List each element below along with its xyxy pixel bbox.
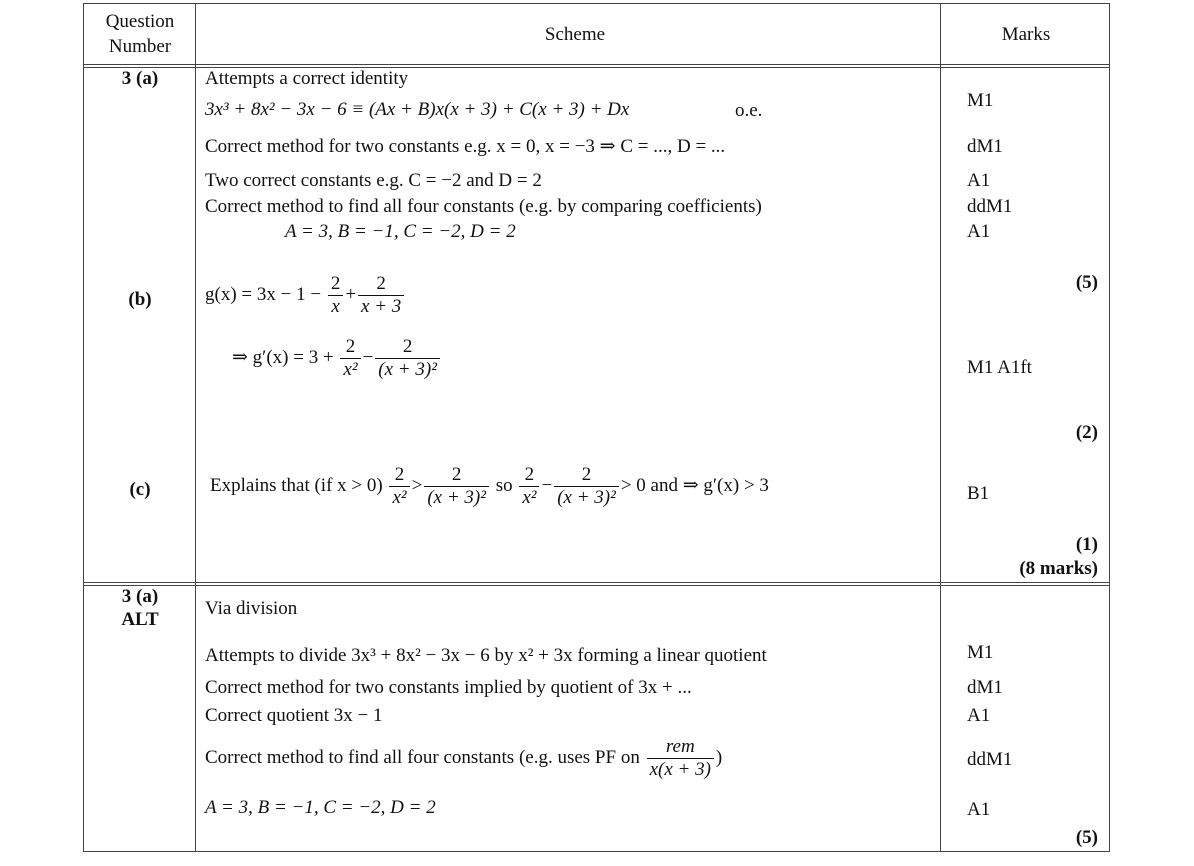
text: Correct method to find all four constants (e.g. uses PF on <box>205 747 640 768</box>
numerator: 2 <box>554 464 619 487</box>
mark: A1 <box>967 221 991 242</box>
scheme-line: Correct method to find all four constants (e.g. by comparing coefficients) <box>205 196 762 217</box>
header-divider <box>83 64 1110 65</box>
text: so <box>495 475 513 496</box>
scheme-line <box>205 735 722 781</box>
mark: B1 <box>967 483 990 504</box>
header-scheme: Scheme <box>544 24 606 45</box>
gprime-text: ⇒ g′(x) = 3 + <box>232 347 334 368</box>
question-label: 3 (a) <box>121 68 159 89</box>
scheme-gprime <box>232 335 442 381</box>
scheme-line: Correct quotient 3x − 1 <box>205 705 383 726</box>
scheme-note: o.e. <box>735 100 763 121</box>
numerator: 2 <box>358 273 404 296</box>
subtotal: (2) <box>1075 422 1098 443</box>
numerator: 2 <box>389 464 409 487</box>
text: ) <box>715 747 723 768</box>
denominator: x² <box>343 359 358 381</box>
mark: M1 A1ft <box>967 357 1032 378</box>
denominator: x² <box>522 487 537 509</box>
denominator: x <box>331 296 340 318</box>
mark: dM1 <box>967 677 1003 698</box>
mark: A1 <box>967 705 991 726</box>
denominator: (x + 3)² <box>427 487 486 509</box>
operator: − <box>541 475 553 496</box>
row-divider-2 <box>83 585 1110 586</box>
subtotal: (5) <box>1075 272 1098 293</box>
fraction <box>519 464 539 509</box>
header-number: Number <box>108 36 172 57</box>
fraction <box>424 464 489 509</box>
fraction <box>340 336 360 381</box>
numerator: 2 <box>519 464 539 487</box>
scheme-line: Attempts to divide 3x³ + 8x² − 3x − 6 by x² + 3x forming a linear quotient <box>205 645 767 666</box>
table-border-right <box>1109 3 1110 852</box>
mark: A1 <box>967 799 991 820</box>
header-question: Question <box>105 11 175 32</box>
table-border-left <box>83 3 84 852</box>
fraction <box>554 464 619 509</box>
operator: + <box>345 284 357 305</box>
fraction <box>389 464 409 509</box>
question-label-alt: ALT <box>121 609 159 630</box>
mark: ddM1 <box>967 196 1013 217</box>
header-marks: Marks <box>1001 24 1051 45</box>
col-divider-2 <box>940 3 941 852</box>
scheme-answer: A = 3, B = −1, C = −2, D = 2 <box>205 797 436 818</box>
mark: A1 <box>967 170 991 191</box>
scheme-gx <box>205 272 406 318</box>
table-border-bottom <box>83 851 1110 852</box>
scheme-line: Attempts a correct identity <box>205 68 409 89</box>
text: > 0 and ⇒ g′(x) > 3 <box>620 475 769 496</box>
numerator: rem <box>647 736 714 759</box>
scheme-line: Correct method for two constants implied by quotient of 3x + ... <box>205 677 692 698</box>
numerator: 2 <box>340 336 360 359</box>
denominator: x² <box>392 487 407 509</box>
numerator: 2 <box>375 336 440 359</box>
question-label: (b) <box>128 289 152 310</box>
scheme-line: Correct method for two constants e.g. x = 0, x = −3 ⇒ C = ..., D = ... <box>205 136 726 157</box>
denominator: (x + 3)² <box>557 487 616 509</box>
numerator: 2 <box>328 273 344 296</box>
gx-text: g(x) = 3x − 1 − <box>205 284 322 305</box>
scheme-line: Via division <box>205 598 298 619</box>
fraction <box>328 273 344 318</box>
fraction <box>647 736 714 781</box>
denominator: x + 3 <box>361 296 402 318</box>
fraction <box>358 273 404 318</box>
scheme-explanation <box>210 463 769 509</box>
scheme-answer: A = 3, B = −1, C = −2, D = 2 <box>285 221 516 242</box>
operator: − <box>362 347 374 368</box>
numerator: 2 <box>424 464 489 487</box>
fraction <box>375 336 440 381</box>
operator: > <box>411 475 423 496</box>
mark: M1 <box>967 90 994 111</box>
subtotal: (5) <box>1075 827 1098 848</box>
table-border-top <box>83 3 1110 4</box>
total-marks: (8 marks) <box>1019 558 1098 579</box>
denominator: x(x + 3) <box>649 759 711 781</box>
scheme-line: Two correct constants e.g. C = −2 and D = 2 <box>205 170 542 191</box>
mark: dM1 <box>967 136 1003 157</box>
col-divider-1 <box>195 3 196 852</box>
mark: M1 <box>967 642 994 663</box>
subtotal: (1) <box>1075 534 1098 555</box>
text: Explains that (if x > 0) <box>210 475 383 496</box>
mark: ddM1 <box>967 749 1013 770</box>
denominator: (x + 3)² <box>378 359 437 381</box>
row-divider <box>83 582 1110 583</box>
question-label: (c) <box>129 479 151 500</box>
question-label: 3 (a) <box>121 586 159 607</box>
scheme-equation: 3x³ + 8x² − 3x − 6 ≡ (Ax + B)x(x + 3) + C(x + 3) + Dx <box>205 99 630 120</box>
